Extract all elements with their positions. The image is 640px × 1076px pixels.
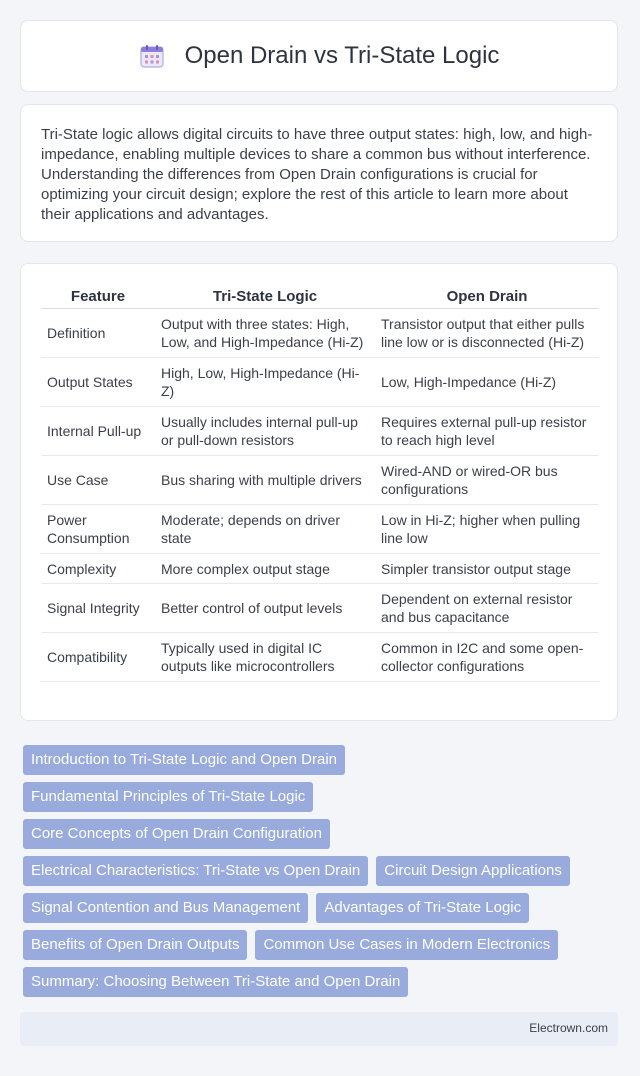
table-cell: Output States xyxy=(41,358,155,407)
table-header-row xyxy=(41,284,599,309)
comparison-table xyxy=(41,284,599,682)
comparison-table-card xyxy=(20,263,618,721)
table-cell: Definition xyxy=(41,309,155,358)
calendar-grid-icon xyxy=(139,43,165,69)
table-cell: Use Case xyxy=(41,456,155,505)
table-cell: Signal Integrity xyxy=(41,584,155,633)
table-cell: Moderate; depends on driver state xyxy=(155,505,375,554)
table-cell: Transistor output that either pulls line low or is disconnected (Hi-Z) xyxy=(375,309,599,358)
table-row xyxy=(41,456,599,505)
table-cell: Requires external pull-up resistor to reach high level xyxy=(375,407,599,456)
column-header-open-drain: Open Drain xyxy=(375,284,599,309)
table-row xyxy=(41,505,599,554)
topic-tag-core-concepts[interactable]: Core Concepts of Open Drain Configuration xyxy=(23,819,330,849)
table-cell: More complex output stage xyxy=(155,554,375,584)
table-row xyxy=(41,584,599,633)
topic-tag-common-use-cases[interactable]: Common Use Cases in Modern Electronics xyxy=(255,930,558,960)
intro-paragraph: Tri-State logic allows digital circuits to have three output states: high, low, and high-impedance, enabling multiple devices to share a common bus without interference. Understanding the differences from Open Drain configurations is crucial for optimizing your circuit design; explore the rest of this article to learn more about their applications and advantages. xyxy=(41,126,593,223)
topic-tag-fundamental-principles[interactable]: Fundamental Principles of Tri-State Logic xyxy=(23,782,313,812)
topic-tag-advantages-tri-state[interactable]: Advantages of Tri-State Logic xyxy=(316,893,529,923)
topic-tag-summary[interactable]: Summary: Choosing Between Tri-State and Open Drain xyxy=(23,967,408,997)
topic-tags xyxy=(23,745,613,997)
topic-tag-circuit-design[interactable]: Circuit Design Applications xyxy=(376,856,570,886)
table-row xyxy=(41,358,599,407)
table-cell: Bus sharing with multiple drivers xyxy=(155,456,375,505)
table-cell: Typically used in digital IC outputs like microcontrollers xyxy=(155,633,375,682)
intro-card xyxy=(20,104,618,242)
table-cell: Common in I2C and some open-collector configurations xyxy=(375,633,599,682)
column-header-feature: Feature xyxy=(41,284,155,309)
table-cell: High, Low, High-Impedance (Hi-Z) xyxy=(155,358,375,407)
footer xyxy=(20,1012,618,1046)
column-header-tri-state: Tri-State Logic xyxy=(155,284,375,309)
table-cell: Simpler transistor output stage xyxy=(375,554,599,584)
topic-tag-benefits-open-drain[interactable]: Benefits of Open Drain Outputs xyxy=(23,930,247,960)
table-row xyxy=(41,633,599,682)
table-cell: Usually includes internal pull-up or pull-down resistors xyxy=(155,407,375,456)
topic-tag-electrical-characteristics[interactable]: Electrical Characteristics: Tri-State vs Open Drain xyxy=(23,856,368,886)
topic-tag-signal-contention[interactable]: Signal Contention and Bus Management xyxy=(23,893,308,923)
table-cell: Better control of output levels xyxy=(155,584,375,633)
table-cell: Dependent on external resistor and bus capacitance xyxy=(375,584,599,633)
table-cell: Internal Pull-up xyxy=(41,407,155,456)
table-row xyxy=(41,554,599,584)
topic-tag-introduction[interactable]: Introduction to Tri-State Logic and Open Drain xyxy=(23,745,345,775)
table-cell: Output with three states: High, Low, and High-Impedance (Hi-Z) xyxy=(155,309,375,358)
table-cell: Complexity xyxy=(41,554,155,584)
table-cell: Compatibility xyxy=(41,633,155,682)
table-cell: Low in Hi-Z; higher when pulling line low xyxy=(375,505,599,554)
footer-site-name: Electrown.com xyxy=(529,1021,608,1035)
table-cell: Low, High-Impedance (Hi-Z) xyxy=(375,358,599,407)
table-cell: Power Consumption xyxy=(41,505,155,554)
header-card xyxy=(20,20,618,92)
table-cell: Wired-AND or wired-OR bus configurations xyxy=(375,456,599,505)
table-row xyxy=(41,309,599,358)
page-title: Open Drain vs Tri-State Logic xyxy=(184,42,500,69)
table-row xyxy=(41,407,599,456)
